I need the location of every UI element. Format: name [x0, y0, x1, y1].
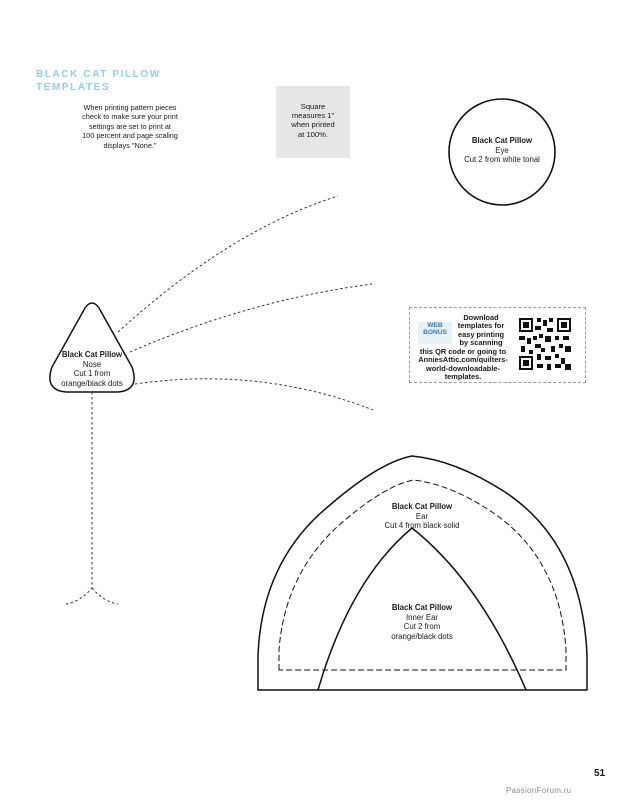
site-watermark: PassionForum.ru	[506, 786, 572, 795]
inner-ear-cut-instruction: Cut 2 from	[403, 622, 441, 632]
qr-code-icon[interactable]	[517, 316, 573, 372]
bonus-text-line: easy printing	[458, 329, 504, 339]
bonus-text-line: world-downloadable-	[426, 363, 500, 373]
page-number: 51	[594, 768, 606, 779]
bonus-text-line: AnniesAttic.com/quilters-	[418, 355, 508, 365]
eye-part-name: Eye	[495, 145, 509, 155]
mouth-line-left	[66, 392, 92, 604]
title-line-2: TEMPLATES	[36, 82, 111, 93]
square-text-line: at 100%.	[298, 129, 328, 139]
square-text-line: Square	[300, 102, 326, 111]
square-text-line: measures 1"	[291, 111, 335, 121]
nose-pattern-name: Black Cat Pillow	[61, 350, 123, 359]
print-note-line: check to make sure your print	[82, 112, 178, 122]
eye-pattern-name: Black Cat Pillow	[471, 136, 533, 145]
print-note-line: When printing pattern pieces	[83, 103, 177, 112]
bonus-text-line: Download	[463, 313, 499, 322]
inner-ear-pattern-name: Black Cat Pillow	[391, 603, 453, 612]
eye-label	[452, 136, 552, 165]
eye-cut-instruction: Cut 2 from white tonal	[464, 155, 540, 165]
bonus-text-line: by scanning	[459, 338, 503, 348]
badge-line-1: WEB	[427, 322, 443, 329]
inner-ear-label	[362, 603, 482, 641]
whisker-line-bottom	[135, 379, 373, 410]
ear-cut-instruction: Cut 4 from black solid	[384, 521, 460, 531]
nose-cut-instruction: Cut 1 from	[73, 369, 111, 379]
inner-ear-cut-fabric: orange/black dots	[391, 631, 453, 641]
nose-part-name: Nose	[82, 359, 102, 369]
ear-pattern-name: Black Cat Pillow	[391, 502, 453, 511]
mouth-line-right	[92, 588, 118, 604]
badge-line-2: BONUS	[423, 329, 447, 337]
bonus-text-line: templates.	[444, 372, 482, 382]
bonus-text-top	[446, 314, 516, 348]
nose-label	[42, 350, 142, 388]
ear-label	[362, 502, 482, 531]
title-line-1: BLACK CAT PILLOW	[36, 69, 161, 80]
bonus-text-line: this QR code or going to	[419, 347, 507, 356]
nose-cut-fabric: orange/black dots	[61, 378, 123, 388]
ear-template-outline	[258, 456, 587, 690]
whisker-line-top	[118, 196, 338, 332]
inner-ear-part-name: Inner Ear	[405, 612, 439, 622]
bonus-text-bottom	[412, 348, 514, 382]
whisker-line-middle	[130, 284, 372, 352]
ear-part-name: Ear	[415, 511, 429, 521]
square-text-line: when printed	[291, 120, 335, 130]
bonus-text-line: templates for	[457, 321, 505, 331]
print-note-line: 100 percent and page scaling	[82, 131, 178, 141]
print-note-line: settings are set to print at	[89, 121, 171, 131]
print-note-line: displays "None."	[103, 140, 157, 150]
